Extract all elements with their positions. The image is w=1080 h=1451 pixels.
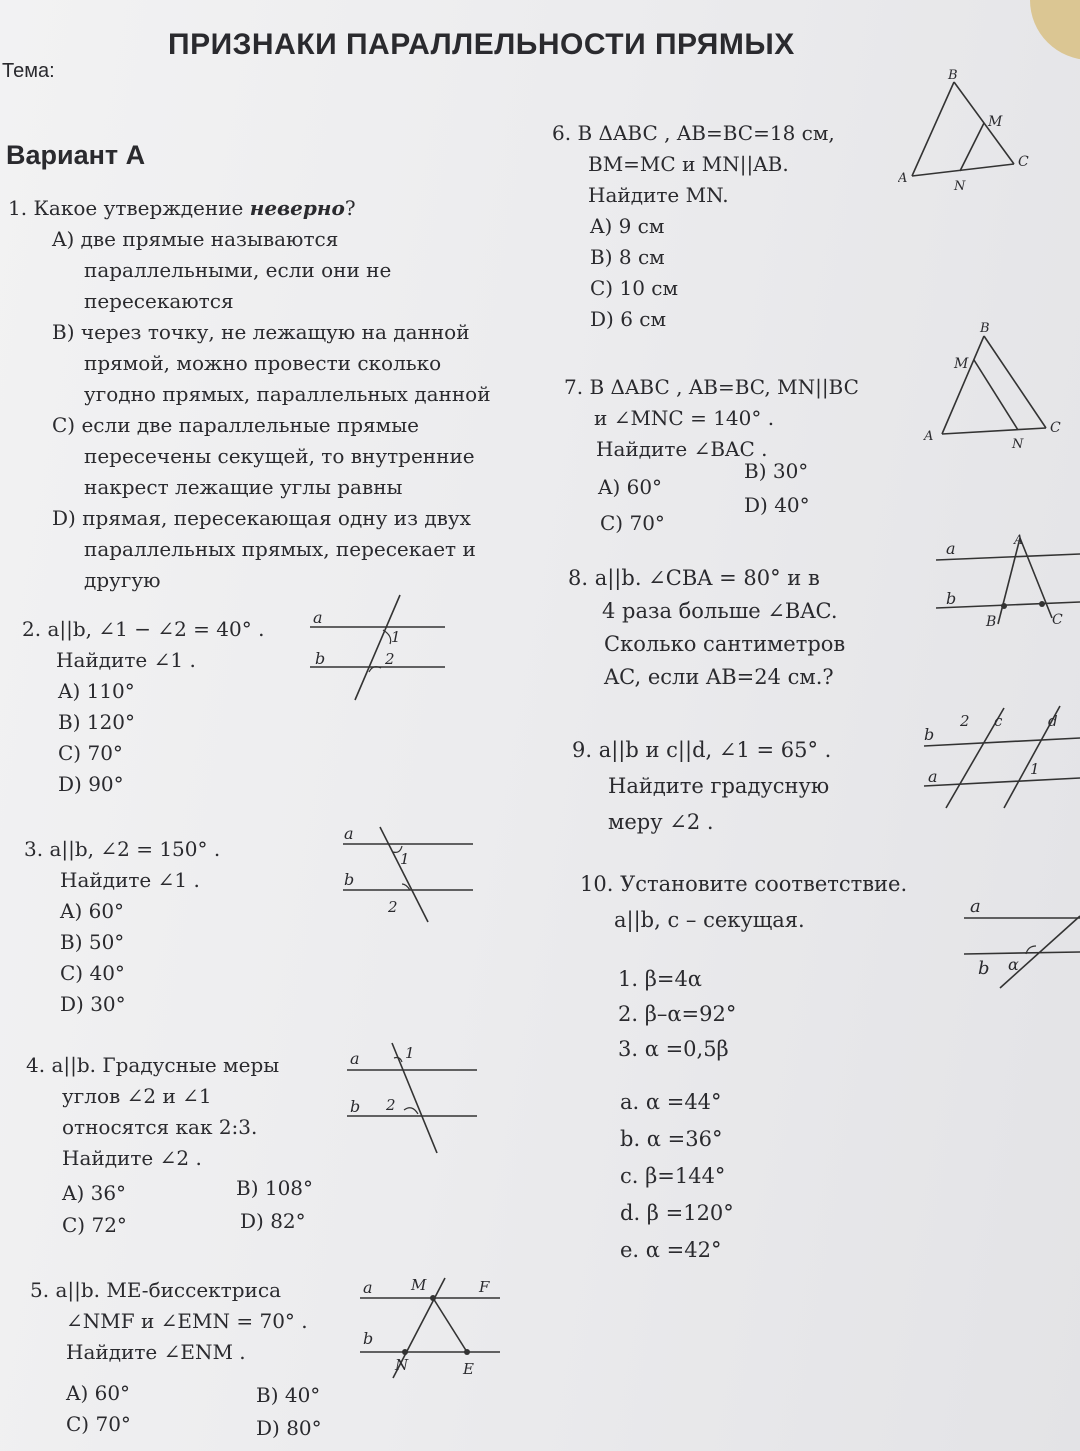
q5-opt-a: A) 60°: [66, 1381, 131, 1405]
q1-opt-a-line3: пересекаются: [84, 289, 234, 313]
page-title: ПРИЗНАКИ ПАРАЛЛЕЛЬНОСТИ ПРЯМЫХ: [168, 28, 795, 61]
question-3: [24, 834, 220, 1020]
q4-fig-label-b: b: [350, 1097, 361, 1116]
q1-opt-a-line1: две прямые называются: [80, 227, 339, 251]
q5-opt-d: D) 80°: [256, 1416, 322, 1440]
q2-fig-label-2: 2: [385, 650, 395, 668]
q2-fig-label-a: a: [313, 608, 323, 627]
q8-line-1: 8. a||b. ∠CBA = 80° и в: [568, 566, 820, 590]
q3-opt-b: B) 50°: [60, 930, 125, 954]
question-9: [572, 732, 831, 840]
q9-fig-label-a: a: [928, 767, 938, 786]
topic-label: Тема:: [2, 60, 55, 82]
q3-opt-a: A) 60°: [60, 899, 125, 923]
q1-opt-c-letter: C): [52, 413, 76, 437]
q8-line-4: AC, если AB=24 см.?: [604, 665, 834, 689]
q2-opt-c: C) 70°: [58, 741, 123, 765]
q1-opt-d-line2: параллельных прямых, пересекает и: [84, 537, 476, 561]
q6-opt-c: C) 10 см: [590, 276, 679, 300]
q1-opt-c-line3: накрест лежащие углы равны: [84, 475, 403, 499]
q7-fig-label-a: A: [924, 429, 934, 444]
q5-fig-label-n: N: [395, 1356, 409, 1374]
q2-figure: [305, 590, 450, 705]
q9-fig-label-c: c: [994, 712, 1003, 730]
q5-fig-label-e: E: [463, 1360, 474, 1378]
q6-line-2: BM=MC и MN||AB.: [588, 152, 789, 176]
variant-heading: Вариант А: [6, 140, 146, 170]
q6-line-3: Найдите MN.: [588, 183, 729, 207]
q1-text: Какое утверждение: [33, 196, 244, 220]
q4-opt-b: B) 108°: [236, 1176, 314, 1200]
q1-opt-c-line2: пересечены секущей, то внутренние: [84, 444, 475, 468]
q8-fig-label-a: a: [946, 539, 956, 558]
q5-fig-label-m: M: [411, 1276, 427, 1294]
q3-condition: 3. a||b, ∠2 = 150° .: [24, 837, 221, 861]
q4-fig-label-a: a: [350, 1049, 360, 1068]
q4-figure: [342, 1038, 482, 1158]
q10-fig-label-alpha: α: [1008, 955, 1019, 974]
q3-fig-label-2: 2: [388, 898, 398, 916]
q7-opt-d: D) 40°: [744, 493, 810, 517]
q2-opt-d: D) 90°: [58, 772, 124, 796]
q8-line-2: 4 раза больше ∠BAC.: [602, 599, 838, 623]
question-1: [8, 193, 491, 596]
q5-figure: [355, 1270, 505, 1385]
q9-line-2: Найдите градусную: [608, 774, 830, 798]
q3-opt-d: D) 30°: [60, 992, 126, 1016]
q6-fig-label-c: C: [1018, 154, 1029, 170]
q3-task: Найдите ∠1 .: [60, 868, 200, 892]
q9-line-1: 9. a||b и c||d, ∠1 = 65° .: [572, 738, 832, 762]
q2-task: Найдите ∠1 .: [56, 648, 196, 672]
q9-fig-label-b: b: [924, 725, 935, 744]
q3-figure: [338, 822, 478, 927]
q10-answers: [620, 1084, 734, 1269]
q2-fig-label-1: 1: [391, 628, 401, 646]
q6-figure: [898, 68, 1048, 198]
q1-opt-b-line3: угодно прямых, параллельных данной: [84, 382, 491, 406]
q7-opt-c: C) 70°: [600, 511, 665, 535]
q1-opt-b-line1: через точку, не лежащую на данной: [80, 320, 470, 344]
q1-opt-b-letter: B): [52, 320, 75, 344]
q7-opt-a: A) 60°: [598, 475, 663, 499]
q4-fig-label-1: 1: [405, 1044, 415, 1062]
q5-line-3: Найдите ∠ENM .: [66, 1340, 246, 1364]
q2-opt-b: B) 120°: [58, 710, 136, 734]
q10-answer-d: d. β =120°: [620, 1201, 734, 1225]
q1-opt-a-line2: параллельными, если они не: [84, 258, 392, 282]
question-7: [564, 372, 859, 465]
q8-fig-label-a-point: A: [1014, 533, 1024, 548]
q9-fig-label-1: 1: [1030, 760, 1040, 778]
page-corner-shadow: [1030, 0, 1080, 60]
q7-line-2: и ∠MNC = 140° .: [594, 406, 775, 430]
q4-line-4: Найдите ∠2 .: [62, 1146, 202, 1170]
q4-fig-label-2: 2: [386, 1096, 396, 1114]
q2-fig-label-b: b: [315, 649, 326, 668]
q10-line-1: 10. Установите соответствие.: [580, 872, 908, 896]
q6-fig-label-n: N: [954, 179, 966, 194]
q10-items: [618, 962, 736, 1067]
q9-fig-label-d: d: [1048, 712, 1058, 730]
q3-opt-c: C) 40°: [60, 961, 125, 985]
q7-line-1: 7. В ΔABC , AB=BC, MN||BC: [564, 375, 859, 399]
q8-fig-label-b-point: B: [986, 614, 997, 630]
q6-opt-a: A) 9 см: [590, 214, 665, 238]
q6-opt-b: B) 8 см: [590, 245, 665, 269]
q8-fig-label-b: b: [946, 589, 957, 608]
q1-qmark: ?: [344, 196, 356, 220]
q9-figure: [918, 700, 1080, 812]
question-10: [580, 866, 907, 938]
q5-fig-label-a: a: [363, 1278, 373, 1297]
q10-item-3: 3. α =0,5β: [618, 1037, 729, 1061]
q5-opt-c: C) 70°: [66, 1412, 131, 1436]
q10-fig-label-a: a: [970, 896, 981, 917]
q7-figure: [922, 318, 1072, 453]
q8-line-3: Сколько сантиметров: [604, 632, 846, 656]
q4-line-1: 4. a||b. Градусные меры: [26, 1053, 280, 1077]
q8-figure: [936, 530, 1080, 640]
q8-fig-label-c-point: C: [1052, 612, 1063, 628]
q1-opt-b-line2: прямой, можно провести сколько: [84, 351, 442, 375]
q10-figure: [958, 888, 1080, 998]
q4-line-2: углов ∠2 и ∠1: [62, 1084, 212, 1108]
q4-line-3: относятся как 2:3.: [62, 1115, 258, 1139]
q6-fig-label-b: B: [948, 68, 958, 83]
question-5: [30, 1275, 308, 1368]
q4-opt-c: C) 72°: [62, 1213, 127, 1237]
q2-opt-a: A) 110°: [58, 679, 135, 703]
q5-fig-label-f: F: [479, 1278, 490, 1296]
q10-answer-c: c. β=144°: [620, 1164, 726, 1188]
q6-fig-label-a: A: [898, 171, 908, 186]
q3-fig-label-a: a: [344, 824, 354, 843]
q3-fig-label-1: 1: [400, 850, 410, 868]
q7-line-3: Найдите ∠BAC .: [596, 437, 768, 461]
q6-fig-label-m: M: [988, 114, 1003, 130]
q7-fig-label-n: N: [1012, 437, 1024, 452]
q1-opt-d-line1: прямая, пересекающая одну из двух: [82, 506, 471, 530]
q3-fig-label-b: b: [344, 870, 355, 889]
q4-opt-a: A) 36°: [62, 1181, 127, 1205]
q7-fig-label-c: C: [1050, 420, 1061, 436]
q9-fig-label-2: 2: [960, 712, 970, 730]
q10-fig-label-b: b: [978, 958, 990, 979]
question-2: [22, 614, 264, 800]
q10-answer-a: a. α =44°: [620, 1090, 722, 1114]
q1-opt-d-line3: другую: [84, 568, 161, 592]
q10-answer-b: b. α =36°: [620, 1127, 723, 1151]
q7-opt-b: B) 30°: [744, 459, 809, 483]
q5-line-1: 5. a||b. ME-биссектриса: [30, 1278, 281, 1302]
q1-opt-c-line1: если две параллельные прямые: [81, 413, 419, 437]
q7-fig-label-b: B: [980, 321, 990, 336]
q5-line-2: ∠NMF и ∠EMN = 70° .: [66, 1309, 308, 1333]
q10-line-2: a||b, c – секущая.: [614, 908, 805, 932]
q1-emphasis: неверно: [249, 196, 345, 220]
question-8: [568, 562, 845, 694]
question-6: [552, 118, 835, 335]
q1-number: 1.: [8, 196, 28, 220]
q10-item-1: 1. β=4α: [618, 967, 702, 991]
q9-line-3: меру ∠2 .: [608, 810, 714, 834]
question-4: [26, 1050, 279, 1174]
q1-opt-a-letter: A): [52, 227, 75, 251]
q10-item-2: 2. β–α=92°: [618, 1002, 737, 1026]
q4-opt-d: D) 82°: [240, 1209, 306, 1233]
q6-opt-d: D) 6 см: [590, 307, 667, 331]
q5-opt-b: B) 40°: [256, 1383, 321, 1407]
q2-condition: 2. a||b, ∠1 − ∠2 = 40° .: [22, 617, 265, 641]
q5-fig-label-b: b: [363, 1329, 374, 1348]
q10-answer-e: e. α =42°: [620, 1238, 722, 1262]
q6-line-1: 6. В ΔABC , AB=BC=18 см,: [552, 121, 835, 145]
q1-opt-d-letter: D): [52, 506, 76, 530]
q7-fig-label-m: M: [954, 356, 969, 372]
